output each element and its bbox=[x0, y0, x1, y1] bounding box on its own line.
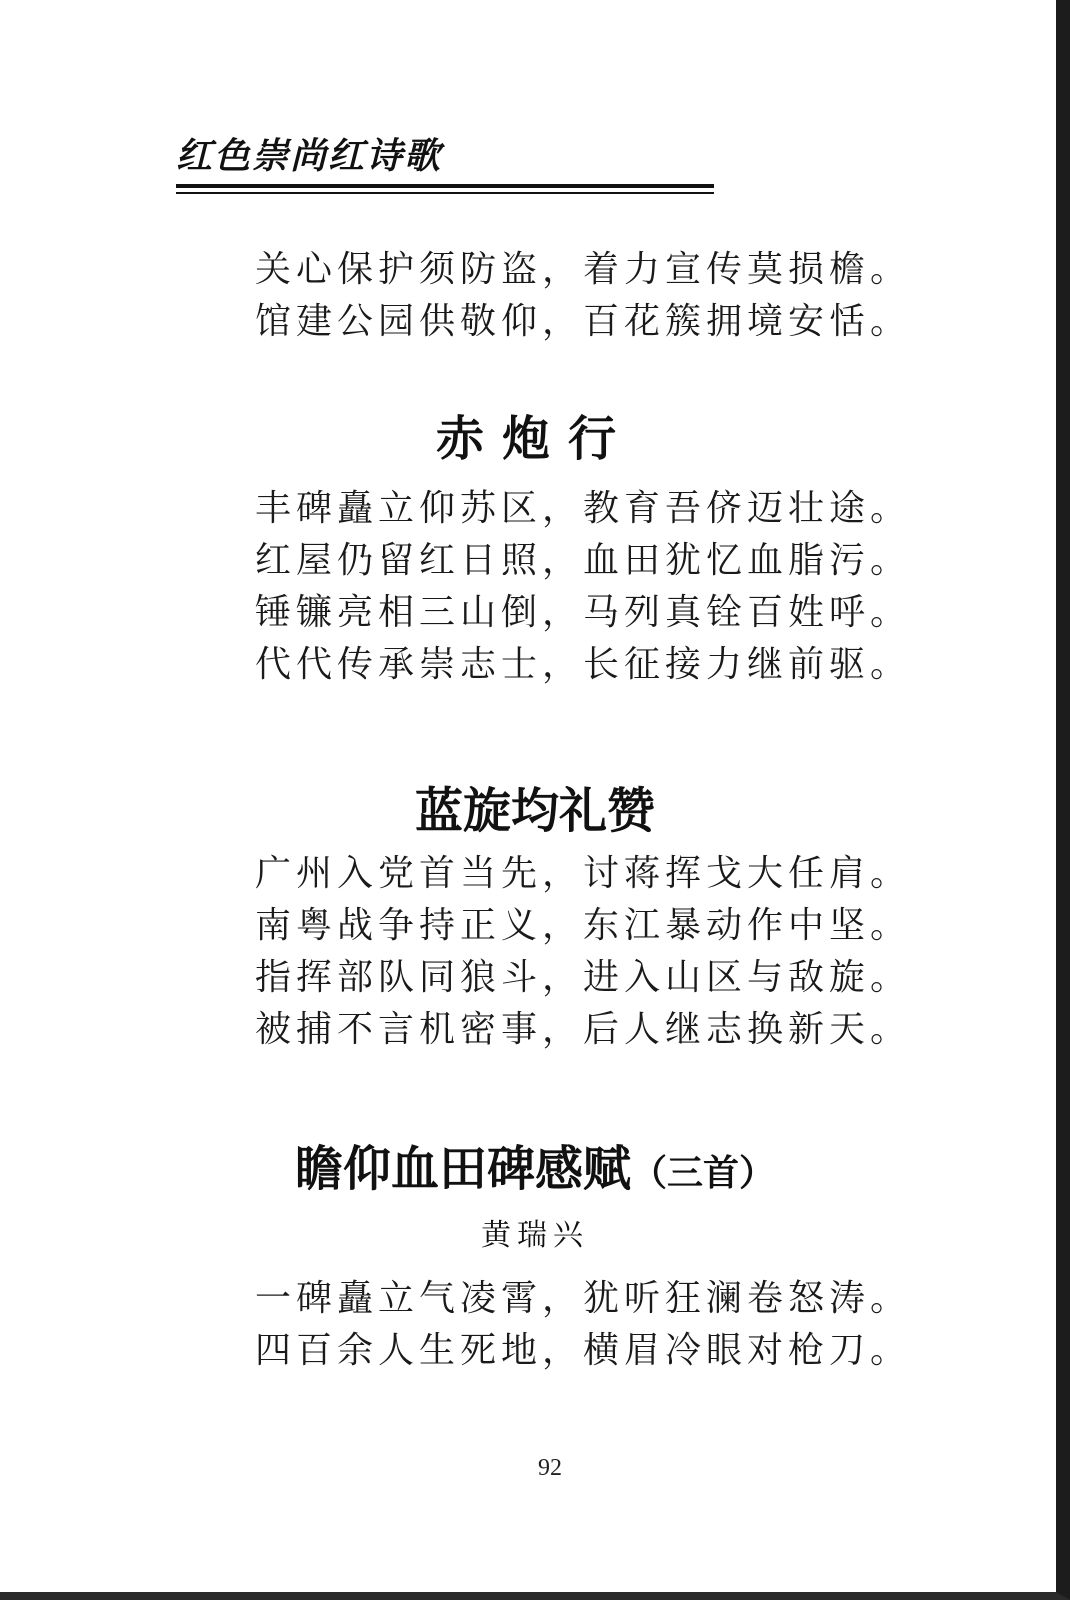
poem-title bbox=[0, 1130, 1070, 1199]
verse-line: 红屋仍留红日照，血田犹忆血脂污。 bbox=[255, 540, 912, 581]
verse-line: 南粤战争持正义，东江暴动作中坚。 bbox=[255, 905, 912, 946]
verse-line: 被捕不言机密事，后人继志换新天。 bbox=[255, 1009, 912, 1050]
verse-line: 关心保护须防盗，着力宣传莫损檐。 bbox=[255, 249, 912, 290]
verse-line: 锤镰亮相三山倒，马列真铨百姓呼。 bbox=[255, 592, 912, 633]
verse-line: 广州入党首当先，讨蒋挥戈大任肩。 bbox=[255, 853, 912, 894]
verse-line: 馆建公园供敬仰，百花簇拥境安恬。 bbox=[255, 301, 912, 342]
verse-line: 四百余人生死地，横眉冷眼对枪刀。 bbox=[255, 1330, 912, 1371]
poem-title: 蓝旋均礼赞 bbox=[414, 783, 655, 839]
verse-line: 指挥部队同狼斗，进入山区与敌旋。 bbox=[255, 957, 912, 998]
poem-title-note: （三首） bbox=[631, 1152, 776, 1194]
poem-author: 黄瑞兴 bbox=[481, 1218, 589, 1253]
header-rule-thin bbox=[176, 192, 714, 194]
poem-title: 赤炮行 bbox=[435, 411, 634, 467]
verse-line: 丰碑矗立仰苏区，教育吾侪迈壮途。 bbox=[255, 488, 912, 529]
header-rule-thick bbox=[176, 184, 714, 188]
verse-line: 代代传承崇志士，长征接力继前驱。 bbox=[255, 644, 912, 685]
running-header-title: 红色崇尚红诗歌 bbox=[176, 135, 443, 177]
page-number: 92 bbox=[538, 1455, 562, 1481]
poem-title-main: 瞻仰血田碑感赋 bbox=[294, 1141, 631, 1197]
verse-line: 一碑矗立气凌霄，犹听狂澜卷怒涛。 bbox=[255, 1278, 912, 1319]
